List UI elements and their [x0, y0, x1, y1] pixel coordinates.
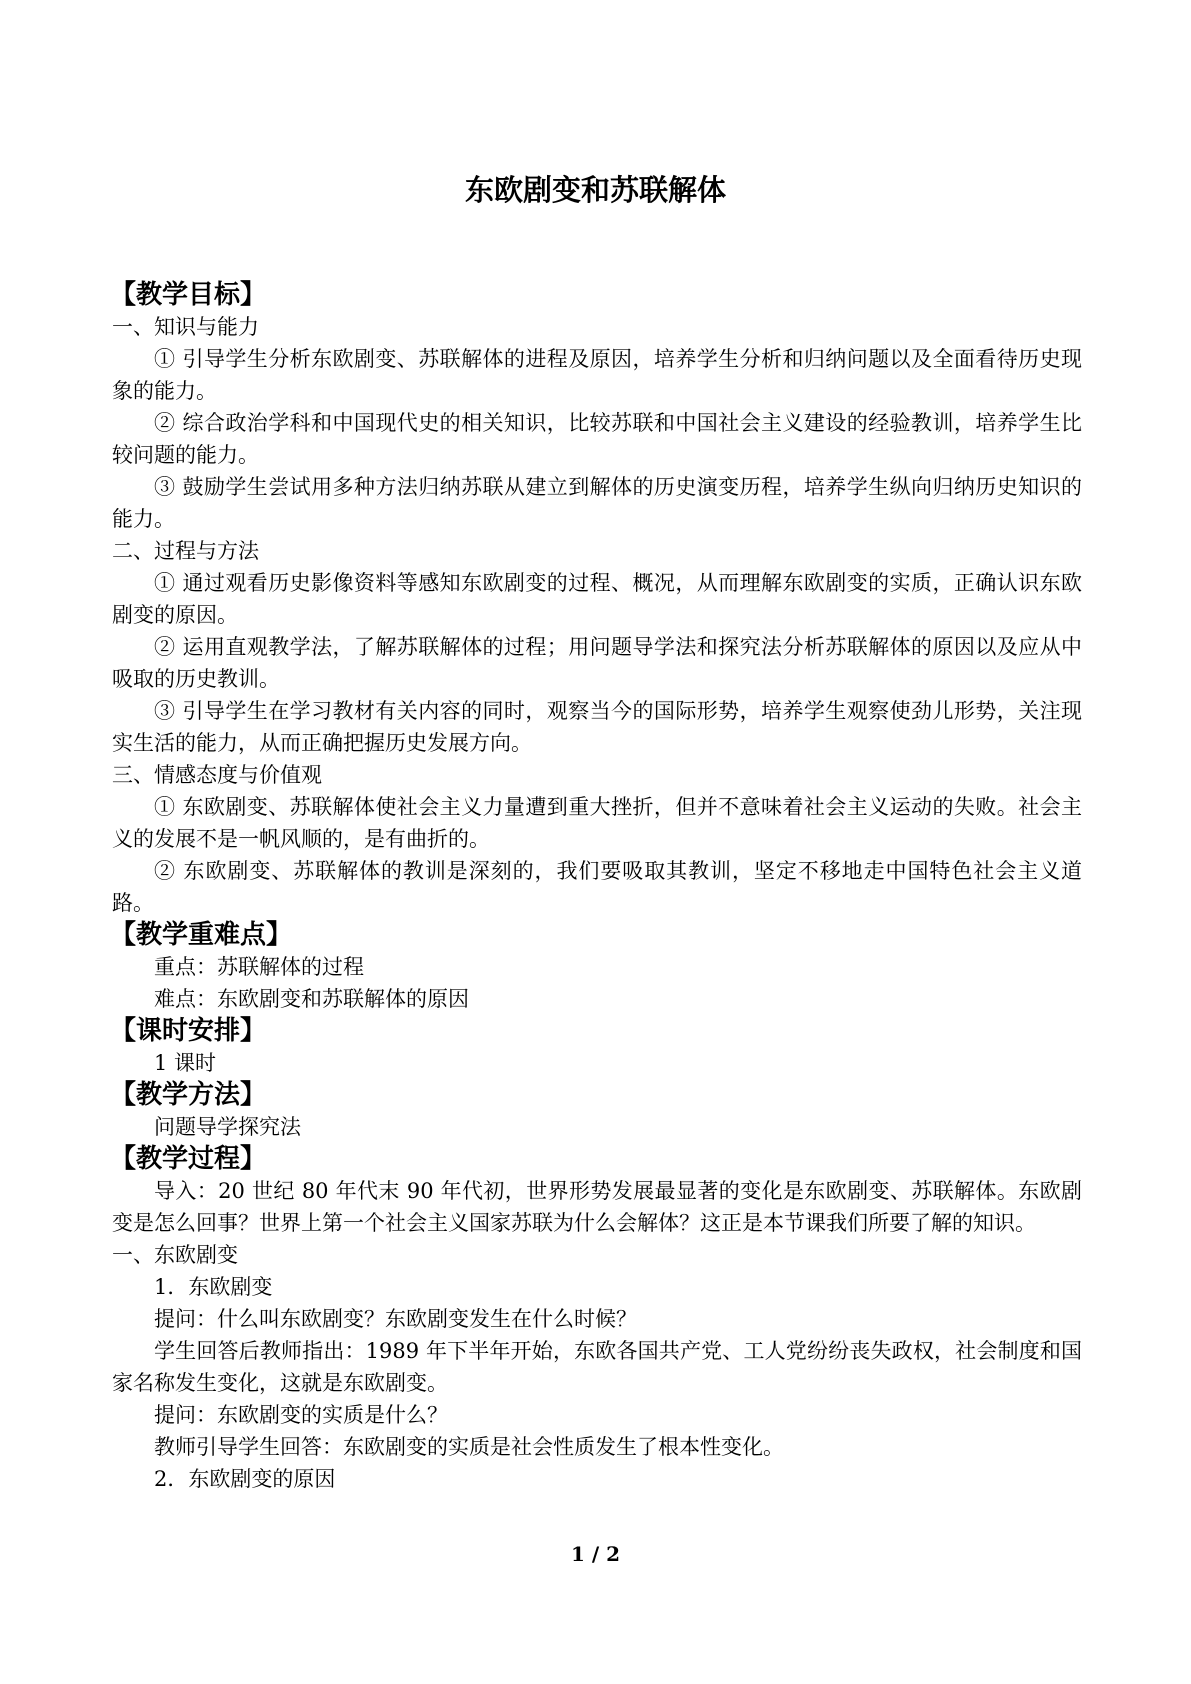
subsection-heading-process-method: 二、过程与方法: [112, 539, 259, 563]
paragraph-objective-2-2: ② 运用直观教学法，了解苏联解体的过程；用问题导学法和探究法分析苏联解体的原因以及应从中吸取的历史教训。: [112, 635, 1082, 691]
document-body: [112, 279, 1082, 1495]
paragraph-objective-3-2: ② 东欧剧变、苏联解体的教训是深刻的，我们要吸取其教训，坚定不移地走中国特色社会主义道路。: [112, 859, 1082, 915]
page-number: 1 / 2: [570, 1542, 621, 1566]
paragraph-introduction: 导入：20 世纪 80 年代末 90 年代初，世界形势发展最显著的变化是东欧剧变、苏联解体。东欧剧变是怎么回事？世界上第一个社会主义国家苏联为什么会解体？这正是本节课我们所要了解的知识。: [112, 1179, 1082, 1235]
method-text: 问题导学探究法: [154, 1115, 301, 1139]
paragraph-objective-3-1: ① 东欧剧变、苏联解体使社会主义力量遭到重大挫折，但并不意味着社会主义运动的失败。社会主义的发展不是一帆风顺的，是有曲折的。: [112, 795, 1082, 851]
subsection-heading-eastern-europe: 一、东欧剧变: [112, 1243, 238, 1267]
schedule-text: 1 课时: [154, 1051, 217, 1075]
section-heading-objectives: 【教学目标】: [110, 280, 267, 310]
paragraph-objective-1-3: ③ 鼓励学生尝试用多种方法归纳苏联从建立到解体的历史演变历程，培养学生纵向归纳历史知识的能力。: [112, 475, 1082, 531]
paragraph-objective-2-1: ① 通过观看历史影像资料等感知东欧剧变的过程、概况，从而理解东欧剧变的实质，正确认识东欧剧变的原因。: [112, 571, 1082, 627]
paragraph-objective-1-1: ① 引导学生分析东欧剧变、苏联解体的进程及原因，培养学生分析和归纳问题以及全面看待历史现象的能力。: [112, 347, 1082, 403]
section-heading-schedule: 【课时安排】: [110, 1016, 267, 1046]
subsection-heading-knowledge: 一、知识与能力: [112, 315, 259, 339]
section-heading-method: 【教学方法】: [110, 1080, 267, 1110]
key-point-text: 重点：苏联解体的过程: [154, 955, 364, 979]
paragraph-answer-2: 教师引导学生回答：东欧剧变的实质是社会性质发生了根本性变化。: [154, 1435, 784, 1459]
section-heading-process: 【教学过程】: [110, 1144, 267, 1174]
paragraph-objective-2-3: ③ 引导学生在学习教材有关内容的同时，观察当今的国际形势，培养学生观察使劲儿形势，关注现实生活的能力，从而正确把握历史发展方向。: [112, 699, 1082, 755]
subsection-heading-values: 三、情感态度与价值观: [112, 763, 322, 787]
item-heading-change-causes: 2．东欧剧变的原因: [154, 1467, 336, 1491]
paragraph-question-2: 提问：东欧剧变的实质是什么？: [154, 1403, 448, 1427]
difficult-point-text: 难点：东欧剧变和苏联解体的原因: [154, 987, 469, 1011]
section-heading-key-points: 【教学重难点】: [110, 920, 293, 950]
document-title: 东欧剧变和苏联解体: [464, 173, 726, 207]
item-heading-eastern-europe-change: 1．东欧剧变: [154, 1275, 273, 1299]
paragraph-answer-1: 学生回答后教师指出：1989 年下半年开始，东欧各国共产党、工人党纷纷丧失政权，社会制度和国家名称发生变化，这就是东欧剧变。: [112, 1339, 1082, 1395]
paragraph-question-1: 提问：什么叫东欧剧变？东欧剧变发生在什么时候？: [154, 1307, 637, 1331]
paragraph-objective-1-2: ② 综合政治学科和中国现代史的相关知识，比较苏联和中国社会主义建设的经验教训，培养学生比较问题的能力。: [112, 411, 1082, 467]
